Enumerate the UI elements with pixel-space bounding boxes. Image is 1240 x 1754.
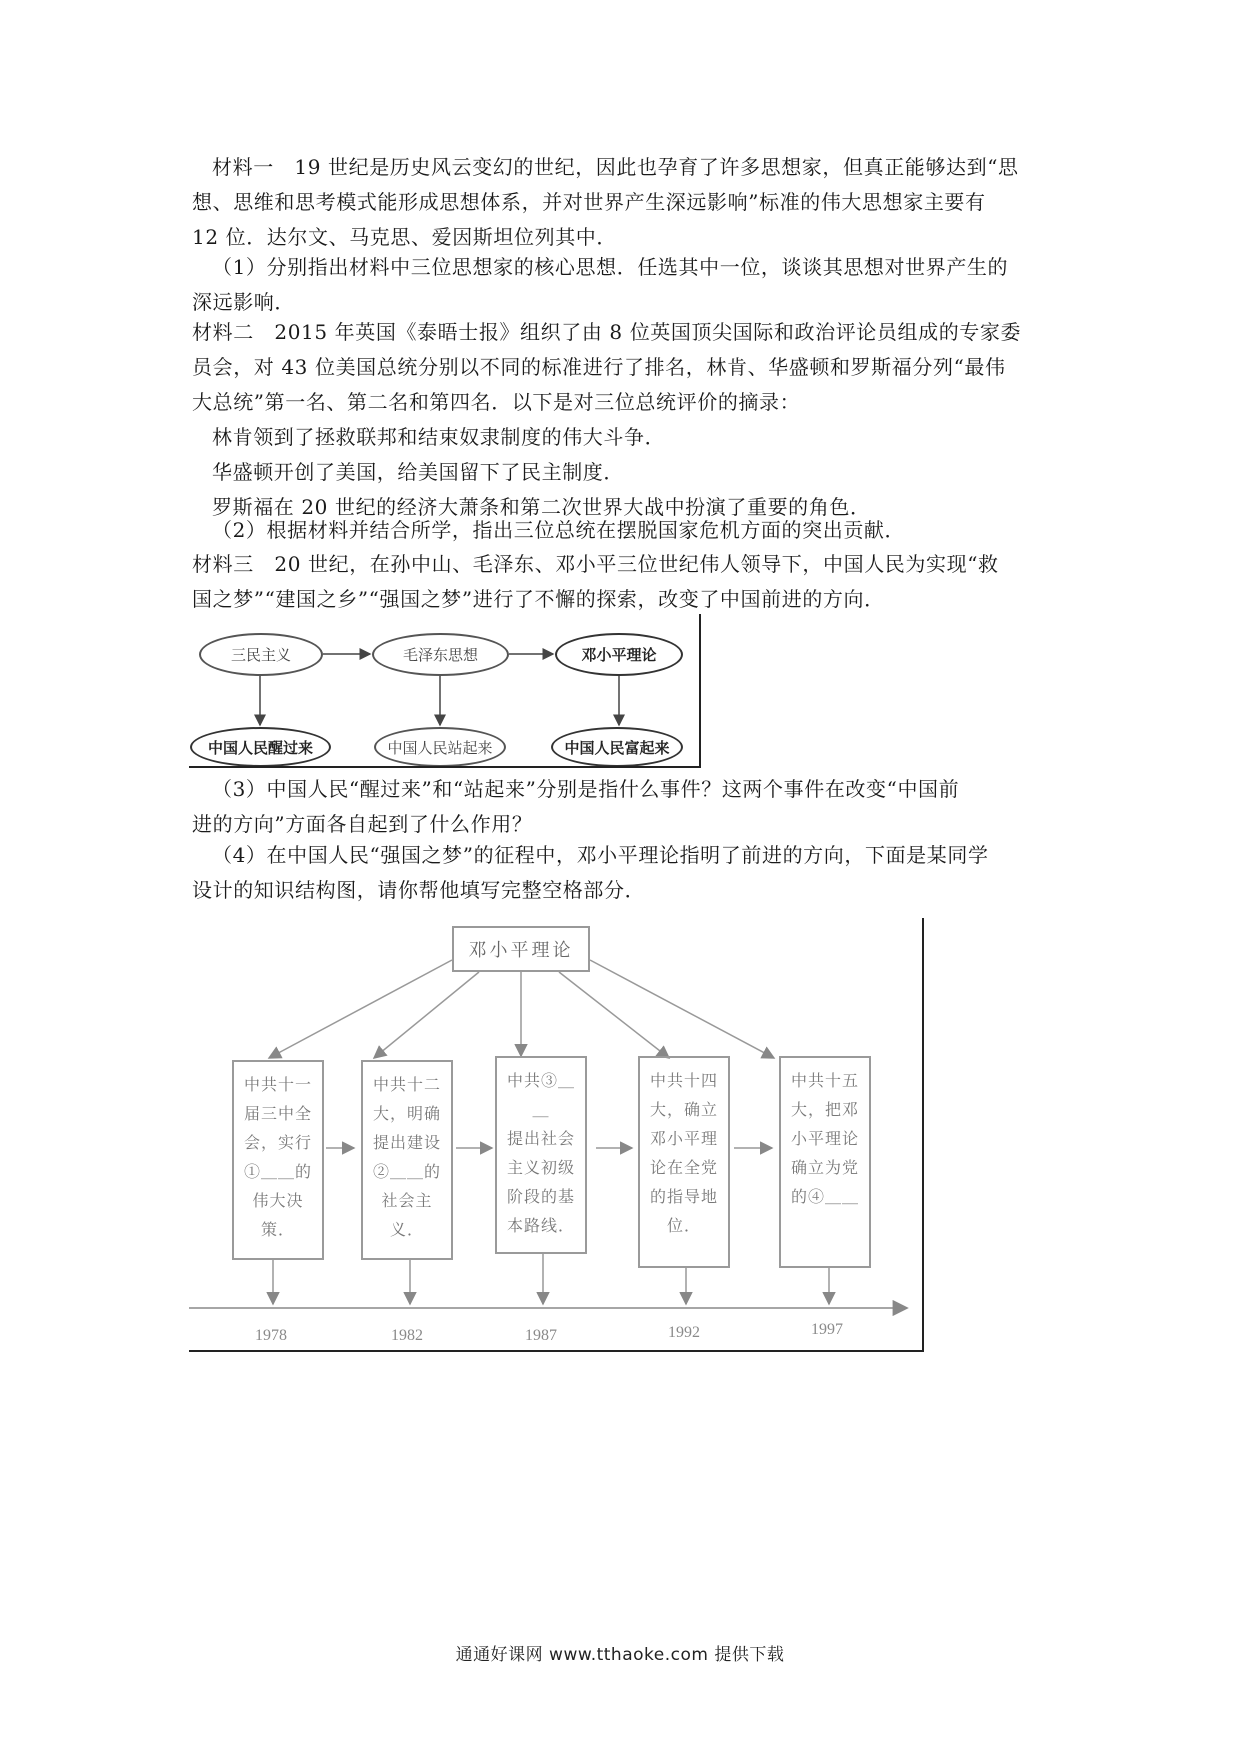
deng-xiaoping-theory-node: 邓小平理论 xyxy=(555,633,683,676)
year-label-1997: 1997 xyxy=(811,1321,843,1338)
text-line: 材料一 19 世纪是历史风云变幻的世纪，因此也孕育了许多思想家，但真正能够达到“思 xyxy=(212,155,1019,179)
text-line: 深远影响． xyxy=(192,290,295,314)
year-label-1987: 1987 xyxy=(525,1327,557,1344)
quote-line: 林肯领到了拯救联邦和结束奴隶制度的伟大斗争． xyxy=(212,425,666,449)
plenum-1978-box: 中共十一 届三中全 会，实行 ①＿＿的 伟大决策． xyxy=(232,1060,324,1260)
text-line: 材料三 20 世纪，在孙中山、毛泽东、邓小平三位世纪伟人领导下，中国人民为实现“救 xyxy=(192,552,999,576)
congress-1982-box: 中共十二 大，明确 提出建设 ②＿＿的 社会主义． xyxy=(361,1060,453,1260)
congress-1992-box: 中共十四 大，确立 邓小平理 论在全党 的指导地 位． xyxy=(638,1056,730,1268)
text-line: （2）根据材料并结合所学，指出三位总统在摆脱国家危机方面的突出贡献． xyxy=(212,518,906,542)
san-min-zhu-yi-node: 三民主义 xyxy=(199,633,323,676)
mao-zedong-thought-node: 毛泽东思想 xyxy=(372,633,509,676)
year-label-1978: 1978 xyxy=(255,1327,287,1344)
congress-1987-box: 中共③＿＿ 提出社会 主义初级 阶段的基 本路线． xyxy=(495,1056,587,1254)
material-three xyxy=(192,547,1060,617)
text-line: 材料二 2015 年英国《泰晤士报》组织了由 8 位英国顶尖国际和政治评论员组成的专家委 xyxy=(192,320,1022,344)
text-line: （3）中国人民“醒过来”和“站起来”分别是指什么事件？这两个事件在改变“中国前 xyxy=(212,777,960,801)
page-footer: 通通好课网 www.tthaoke.com 提供下载 xyxy=(455,1645,785,1665)
text-line: 员会，对 43 位美国总统分别以不同的标准进行了排名，林肯、华盛顿和罗斯福分列“最伟 xyxy=(192,355,1006,379)
diagram-border xyxy=(922,918,924,1352)
text-line: 12 位．达尔文、马克思、爱因斯坦位列其中． xyxy=(192,225,618,249)
text-line: 想、思维和思考模式能形成思想体系，并对世界产生深远影响”标准的伟大思想家主要有 xyxy=(192,190,986,214)
knowledge-structure-diagram xyxy=(189,918,924,1352)
quote-line: 罗斯福在 20 世纪的经济大萧条和第二次世界大战中扮演了重要的角色． xyxy=(212,495,871,519)
text-line: 设计的知识结构图，请你帮他填写完整空格部分． xyxy=(192,878,646,902)
diagram-border xyxy=(189,1350,924,1352)
diagram-border xyxy=(699,614,701,768)
diagram-border xyxy=(189,766,701,768)
material-two xyxy=(192,315,1060,525)
question-four xyxy=(192,838,1060,908)
question-one xyxy=(192,250,1060,320)
text-line: 国之梦”“建国之乡”“强国之梦”进行了不懈的探索，改变了中国前进的方向． xyxy=(192,587,885,611)
people-awaken-node: 中国人民醒过来 xyxy=(190,727,331,767)
people-get-rich-node: 中国人民富起来 xyxy=(551,727,683,767)
year-label-1982: 1982 xyxy=(391,1327,423,1344)
question-two xyxy=(192,513,1060,548)
quote-line: 华盛顿开创了美国，给美国留下了民主制度． xyxy=(212,460,624,484)
material-one xyxy=(192,150,1060,255)
people-stand-up-node: 中国人民站起来 xyxy=(374,727,506,767)
year-label-1992: 1992 xyxy=(668,1324,700,1341)
text-line: 大总统”第一名、第二名和第四名．以下是对三位总统评价的摘录： xyxy=(192,390,801,414)
ideology-flow-diagram xyxy=(189,614,701,768)
text-line: 进的方向”方面各自起到了什么作用？ xyxy=(192,812,533,836)
congress-1997-box: 中共十五 大，把邓 小平理论 确立为党 的④＿＿ xyxy=(779,1056,871,1268)
question-three xyxy=(192,772,1060,842)
text-line: （1）分别指出材料中三位思想家的核心思想．任选其中一位，谈谈其思想对世界产生的 xyxy=(212,255,1009,279)
text-line: （4）在中国人民“强国之梦”的征程中，邓小平理论指明了前进的方向，下面是某同学 xyxy=(212,843,989,867)
deng-xiaoping-theory-box: 邓小平理论 xyxy=(452,926,590,972)
